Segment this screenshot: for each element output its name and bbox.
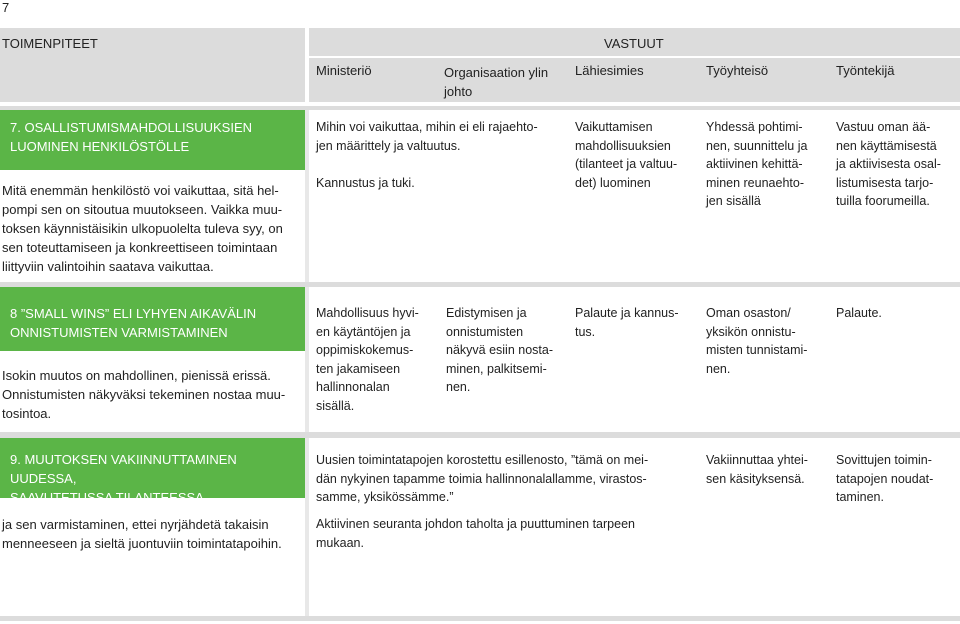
col-ministerio: Ministeriö bbox=[316, 63, 372, 78]
col-lahiesimies: Lähiesimies bbox=[575, 63, 644, 78]
column-separator bbox=[305, 287, 309, 432]
row7-lahiesimies: Vaikuttamisen mahdollisuuksien (tilanteet ja valtuu- det) luominen bbox=[575, 120, 678, 190]
col-tyoyhteiso: Työyhteisö bbox=[706, 63, 769, 78]
column-separator bbox=[305, 438, 309, 616]
row8-title-box bbox=[0, 287, 305, 351]
row9-description: ja sen varmistaminen, ettei nyrjähdetä takaisin menneeseen ja sieltä juontuviin toimintatapoihin. bbox=[2, 517, 282, 551]
row9-ministerio-lahiesimies-2: Aktiivinen seuranta johdon taholta ja puuttuminen tarpeen mukaan. bbox=[316, 517, 635, 550]
row9-tyontekija: Sovittujen toimin- tatapojen noudat- taminen. bbox=[836, 453, 934, 504]
header-toimenpiteet-cell bbox=[0, 28, 305, 102]
row9-title-box bbox=[0, 438, 305, 505]
row9-title: 9. MUUTOKSEN VAKIINNUTTAMINEN UUDESSA, SAAVUTETUSSA TILANTEESSA bbox=[10, 452, 237, 505]
col-tyontekija: Työntekijä bbox=[836, 63, 895, 78]
row8-title: 8 ”SMALL WINS” ELI LYHYEN AIKAVÄLIN ONNISTUMISTEN VARMISTAMINEN bbox=[10, 306, 257, 340]
row7-title-box bbox=[0, 110, 305, 170]
row7-title: 7. OSALLISTUMISMAHDOLLISUUKSIEN LUOMINEN HENKILÖSTÖLLE bbox=[10, 120, 253, 154]
row9-tyoyhteiso: Vakiinnuttaa yhtei- sen käsityksensä. bbox=[706, 453, 808, 486]
header-toimenpiteet: TOIMENPITEET bbox=[2, 36, 98, 51]
col-organisaatio: Organisaation ylin johto bbox=[444, 65, 549, 99]
row9-ministerio-lahiesimies-1: Uusien toimintatapojen korostettu esillenosto, ”tämä on mei- dän nykyinen tapamme toimia hallinnonalallamme, virastos- samme, yksikössämme.” bbox=[316, 453, 649, 504]
row7-description: Mitä enemmän henkilöstö voi vaikuttaa, sitä hel- pompi sen on sitoutua muutokseen. Vaikka muu- toksen käynnistäisikin ulkopuolelta tuleva syy, on sen toteuttamiseen ja konkreettiseen toimintaan liittyviin valintoihin saatava vaikuttaa. bbox=[2, 183, 283, 274]
row8-tyontekija: Palaute. bbox=[836, 306, 882, 320]
row7-tyoyhteiso: Yhdessä pohtimi- nen, suunnittelu ja aktiivinen kehittä- minen reunaehto- jen sisällä bbox=[706, 120, 808, 208]
header-vastuut: VASTUUT bbox=[604, 36, 664, 51]
page-number: 7 bbox=[2, 0, 10, 15]
column-separator bbox=[305, 110, 309, 282]
row8-tyoyhteiso: Oman osaston/ yksikön onnistu- misten tunnistami- nen. bbox=[706, 306, 808, 376]
row8-ministerio: Mahdollisuus hyvi- en käytäntöjen ja oppimiskokemus- ten jakamiseen hallinnonalan sisällä. bbox=[316, 306, 419, 413]
row8-organisaatio: Edistymisen ja onnistumisten näkyvä esiin nosta- minen, palkitsemi- nen. bbox=[446, 306, 554, 394]
row8-description: Isokin muutos on mahdollinen, pienissä erissä. Onnistumisten näkyväksi tekeminen nostaa muu- tosintoa. bbox=[2, 368, 286, 421]
row8-lahiesimies: Palaute ja kannus- tus. bbox=[575, 306, 679, 339]
header-divider bbox=[309, 56, 960, 58]
row7-tyontekija: Vastuu oman ää- nen käyttämisestä ja aktiivisesta osal- listumisesta tarjo- tuilla foorumeilla. bbox=[836, 120, 941, 208]
row-divider bbox=[0, 616, 960, 621]
row7-ministerio-org: Mihin voi vaikuttaa, mihin ei eli rajaehto- jen määrittely ja valtuutus. Kannustus ja tuki. bbox=[316, 120, 538, 190]
